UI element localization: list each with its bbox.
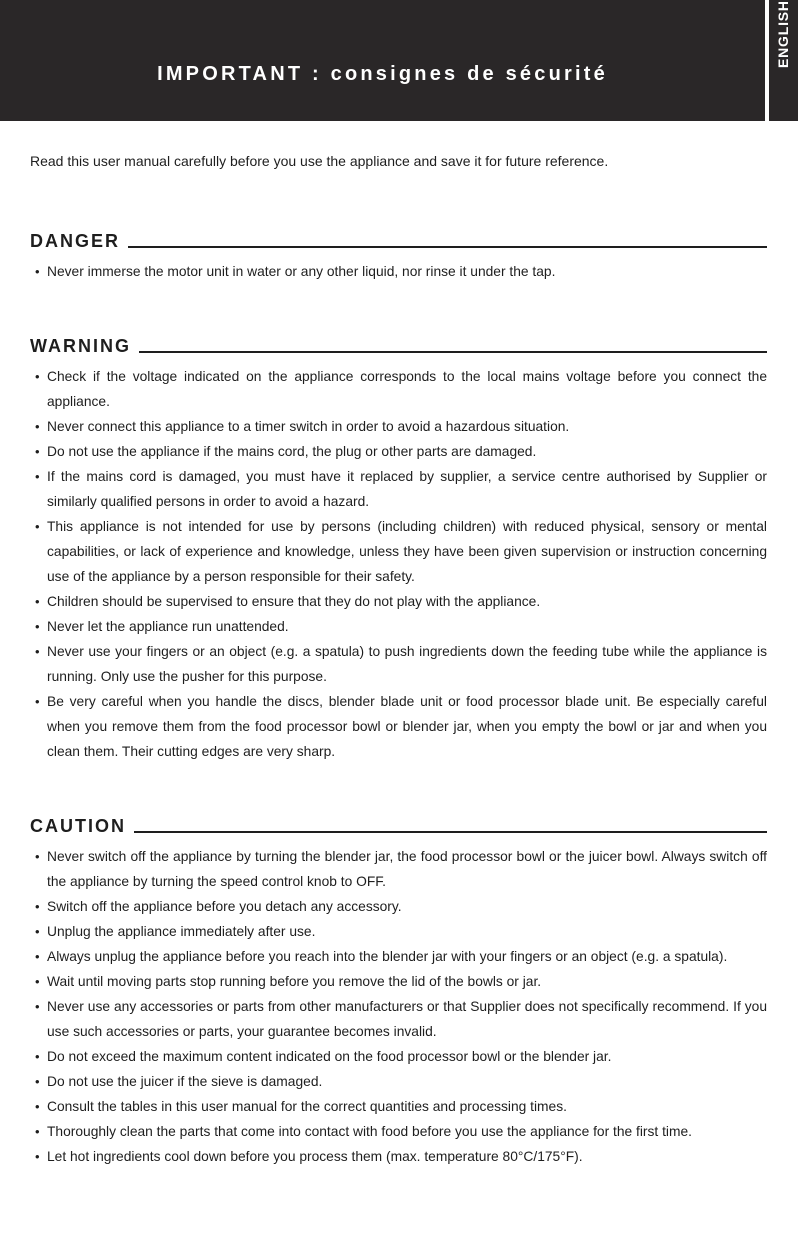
caution-rule — [30, 831, 767, 833]
language-tab — [769, 0, 798, 121]
bullet-icon: • — [35, 264, 40, 279]
caution-section — [30, 814, 767, 1169]
list-item — [30, 944, 767, 969]
bullet-icon: • — [35, 419, 40, 434]
list-item-text: Do not use the appliance if the mains cord, the plug or other parts are damaged. — [47, 444, 537, 459]
list-item-text: Check if the voltage indicated on the appliance corresponds to the local mains voltage before you connect the appliance. — [47, 369, 767, 409]
list-item — [30, 1119, 767, 1144]
intro-text: Read this user manual carefully before you use the appliance and save it for future reference. — [30, 153, 609, 169]
list-item-text: This appliance is not intended for use by persons (including children) with reduced physical, sensory or mental capabilities, or lack of experience and knowledge, unless they have been given supervision or instruction concerning use of the appliance by a person responsible for their safety. — [47, 519, 767, 584]
bullet-icon: • — [35, 1124, 40, 1139]
list-item — [30, 919, 767, 944]
bullet-icon: • — [35, 369, 40, 384]
list-item-text: Switch off the appliance before you detach any accessory. — [47, 899, 402, 914]
list-item-text: Unplug the appliance immediately after use. — [47, 924, 316, 939]
caution-list — [30, 844, 767, 1169]
danger-title: DANGER — [30, 229, 128, 253]
bullet-icon: • — [35, 1074, 40, 1089]
list-item — [30, 364, 767, 414]
header-banner — [0, 0, 765, 121]
list-item — [30, 1044, 767, 1069]
list-item-text: Never use any accessories or parts from other manufacturers or that Supplier does not specifically recommend. If you use such accessories or parts, your guarantee becomes invalid. — [47, 999, 767, 1039]
bullet-icon: • — [35, 974, 40, 989]
warning-list — [30, 364, 767, 764]
bullet-icon: • — [35, 594, 40, 609]
page-title: IMPORTANT : consignes de sécurité — [157, 63, 608, 85]
list-item-text: Wait until moving parts stop running before you remove the lid of the bowls or jar. — [47, 974, 542, 989]
list-item-text: Consult the tables in this user manual for the correct quantities and processing times. — [47, 1099, 567, 1114]
list-item-text: Do not use the juicer if the sieve is damaged. — [47, 1074, 323, 1089]
bullet-icon: • — [35, 899, 40, 914]
danger-rule — [30, 246, 767, 248]
list-item — [30, 1069, 767, 1094]
bullet-icon: • — [35, 519, 40, 534]
list-item-text: Let hot ingredients cool down before you process them (max. temperature 80°C/175°F). — [47, 1149, 583, 1164]
bullet-icon: • — [35, 619, 40, 634]
bullet-icon: • — [35, 999, 40, 1014]
warning-rule — [30, 351, 767, 353]
list-item-text: Be very careful when you handle the discs, blender blade unit or food processor blade unit. Be especially careful when you remove them from the food processor bowl or blender jar, when you empty the bowl or jar and when you clean them. Their cutting edges are very sharp. — [47, 694, 767, 759]
bullet-icon: • — [35, 694, 40, 709]
list-item-text: If the mains cord is damaged, you must have it replaced by supplier, a service centre authorised by Supplier or similarly qualified persons in order to avoid a hazard. — [47, 469, 767, 509]
danger-list — [30, 259, 767, 284]
bullet-icon: • — [35, 444, 40, 459]
list-item-text: Children should be supervised to ensure that they do not play with the appliance. — [47, 594, 541, 609]
warning-heading — [30, 334, 767, 358]
warning-title: WARNING — [30, 334, 139, 358]
list-item — [30, 589, 767, 614]
list-item — [30, 969, 767, 994]
bullet-icon: • — [35, 1049, 40, 1064]
list-item-text: Never use your fingers or an object (e.g. a spatula) to push ingredients down the feeding tube while the appliance is running. Only use the pusher for this purpose. — [47, 644, 767, 684]
bullet-icon: • — [35, 949, 40, 964]
bullet-icon: • — [35, 644, 40, 659]
bullet-icon: • — [35, 1099, 40, 1114]
list-item — [30, 894, 767, 919]
bullet-icon: • — [35, 469, 40, 484]
danger-heading — [30, 229, 767, 253]
bullet-icon: • — [35, 924, 40, 939]
caution-heading — [30, 814, 767, 838]
list-item-text: Never connect this appliance to a timer switch in order to avoid a hazardous situation. — [47, 419, 570, 434]
list-item-text: Do not exceed the maximum content indicated on the food processor bowl or the blender jar. — [47, 1049, 612, 1064]
list-item — [30, 259, 767, 284]
list-item-text: Never switch off the appliance by turning the blender jar, the food processor bowl or the juicer bowl. Always switch off the appliance by turning the speed control knob to OFF. — [47, 849, 767, 889]
language-tab-label: ENGLISH — [775, 0, 791, 68]
list-item — [30, 439, 767, 464]
list-item-text: Never immerse the motor unit in water or any other liquid, nor rinse it under the tap. — [47, 264, 556, 279]
list-item — [30, 1144, 767, 1169]
list-item — [30, 514, 767, 589]
list-item — [30, 614, 767, 639]
warning-section — [30, 334, 767, 764]
list-item — [30, 994, 767, 1044]
bullet-icon: • — [35, 849, 40, 864]
bullet-icon: • — [35, 1149, 40, 1164]
list-item — [30, 844, 767, 894]
list-item-text: Always unplug the appliance before you reach into the blender jar with your fingers or an object (e.g. a spatula). — [47, 949, 728, 964]
list-item — [30, 639, 767, 689]
list-item — [30, 1094, 767, 1119]
list-item — [30, 464, 767, 514]
list-item-text: Thoroughly clean the parts that come into contact with food before you use the appliance for the first time. — [47, 1124, 692, 1139]
list-item — [30, 689, 767, 764]
list-item-text: Never let the appliance run unattended. — [47, 619, 289, 634]
danger-section — [30, 229, 767, 284]
caution-title: CAUTION — [30, 814, 134, 838]
list-item — [30, 414, 767, 439]
